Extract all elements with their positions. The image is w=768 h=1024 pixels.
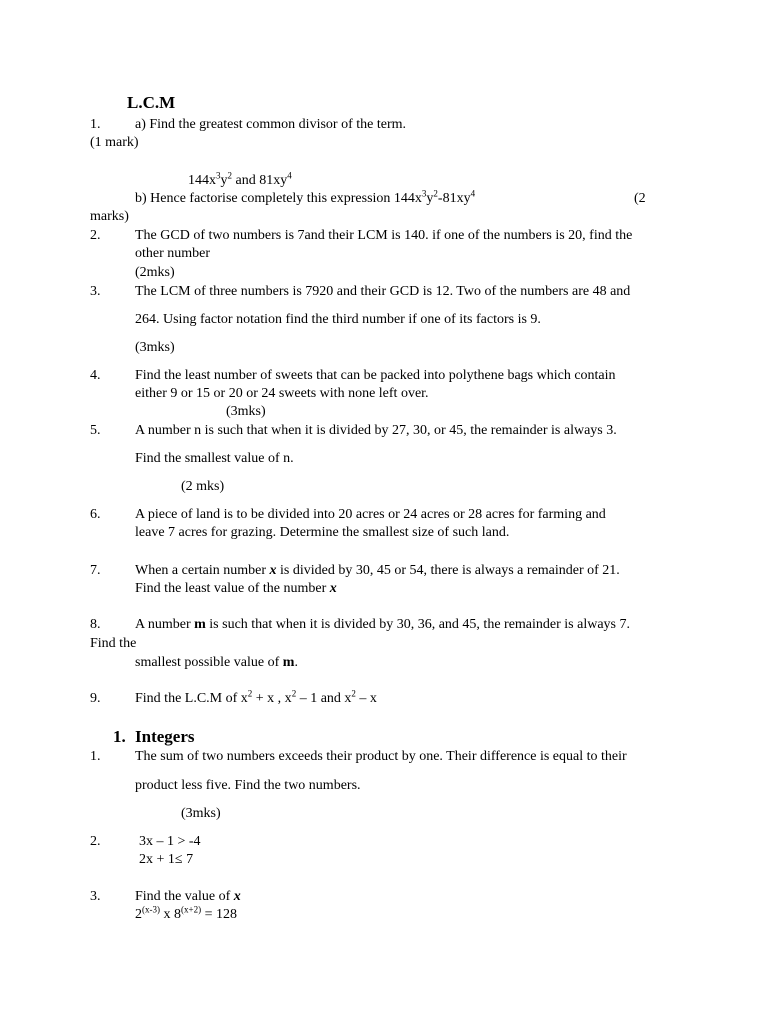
question-8-line1: A number m is such that when it is divided by 30, 36, and 45, the remainder is always 7. [135, 617, 630, 632]
question-8-line3: smallest possible value of m. [135, 655, 298, 670]
question-1a-text: a) Find the greatest common divisor of the term. [135, 117, 406, 132]
question-2-line2: other number [135, 246, 211, 261]
question-1b-marks: (2 [634, 191, 646, 206]
question-7-line2: Find the least value of the number x [135, 581, 337, 596]
question-1b-marks-cont: marks) [90, 209, 129, 224]
question-6-line2: leave 7 acres for grazing. Determine the smallest size of such land. [135, 525, 510, 540]
question-4-marks: (3mks) [226, 404, 266, 419]
question-4-line2: either 9 or 15 or 20 or 24 sweets with none left over. [135, 386, 429, 401]
integers-question-1-marks: (3mks) [181, 806, 221, 821]
question-number: 3. [90, 889, 101, 904]
question-number: 5. [90, 423, 101, 438]
question-number: 8. [90, 617, 101, 632]
question-2-line1: The GCD of two numbers is 7and their LCM is 140. if one of the numbers is 20, find the [135, 228, 633, 243]
question-1-expression: $144x^3y^2$ and $81xy^4$ [188, 170, 292, 188]
question-number: 1. [90, 117, 101, 132]
question-5-marks: (2 mks) [181, 479, 225, 494]
section-number-integers: 1. [113, 727, 126, 746]
question-3-marks: (3mks) [135, 340, 175, 355]
question-number: 7. [90, 563, 101, 578]
question-number: 4. [90, 368, 101, 383]
question-8-line2: Find the [90, 636, 137, 651]
question-3-line1: The LCM of three numbers is 7920 and their GCD is 12. Two of the numbers are 48 and [135, 284, 631, 299]
section-heading-lcm: L.C.M [127, 93, 176, 112]
question-number: 2. [90, 834, 101, 849]
question-6-line1: A piece of land is to be divided into 20 acres or 24 acres or 28 acres for farming and [135, 507, 606, 522]
question-3-line2: 264. Using factor notation find the third number if one of its factors is 9. [135, 312, 541, 327]
question-5-line2: Find the smallest value of n. [135, 451, 294, 466]
question-9-text: Find the L.C.M of $x^2 + x$ , $x^2 - 1$ and $x^2$ – x [135, 688, 377, 706]
integers-question-3-equation: 2$^{(x-3)}$ x $8^{(x+2)} = 128$ [135, 904, 237, 922]
question-7-line1: When a certain number x is divided by 30, 45 or 54, there is always a remainder of 21. [135, 563, 620, 578]
question-number: 3. [90, 284, 101, 299]
integers-question-1-line2: product less five. Find the two numbers. [135, 778, 361, 793]
integers-question-3-line1: Find the value of x [135, 889, 241, 904]
section-heading-integers: Integers [135, 727, 195, 746]
question-number: 1. [90, 749, 101, 764]
question-number: 9. [90, 691, 101, 706]
question-1b-text: b) Hence factorise completely this expression $144x^3y^2-81xy^4$ [135, 188, 476, 206]
question-2-marks: (2mks) [135, 265, 175, 280]
integers-question-2-line1: 3x – 1 > -4 [139, 834, 201, 849]
question-number: 6. [90, 507, 101, 522]
question-5-line1: A number n is such that when it is divided by 27, 30, or 45, the remainder is always 3. [135, 423, 617, 438]
question-4-line1: Find the least number of sweets that can be packed into polythene bags which contain [135, 368, 616, 383]
integers-question-1-line1: The sum of two numbers exceeds their product by one. Their difference is equal to their [135, 749, 627, 764]
question-1a-marks: (1 mark) [90, 135, 139, 150]
question-number: 2. [90, 228, 101, 243]
integers-question-2-line2: 2x + 1≤ 7 [139, 852, 194, 867]
